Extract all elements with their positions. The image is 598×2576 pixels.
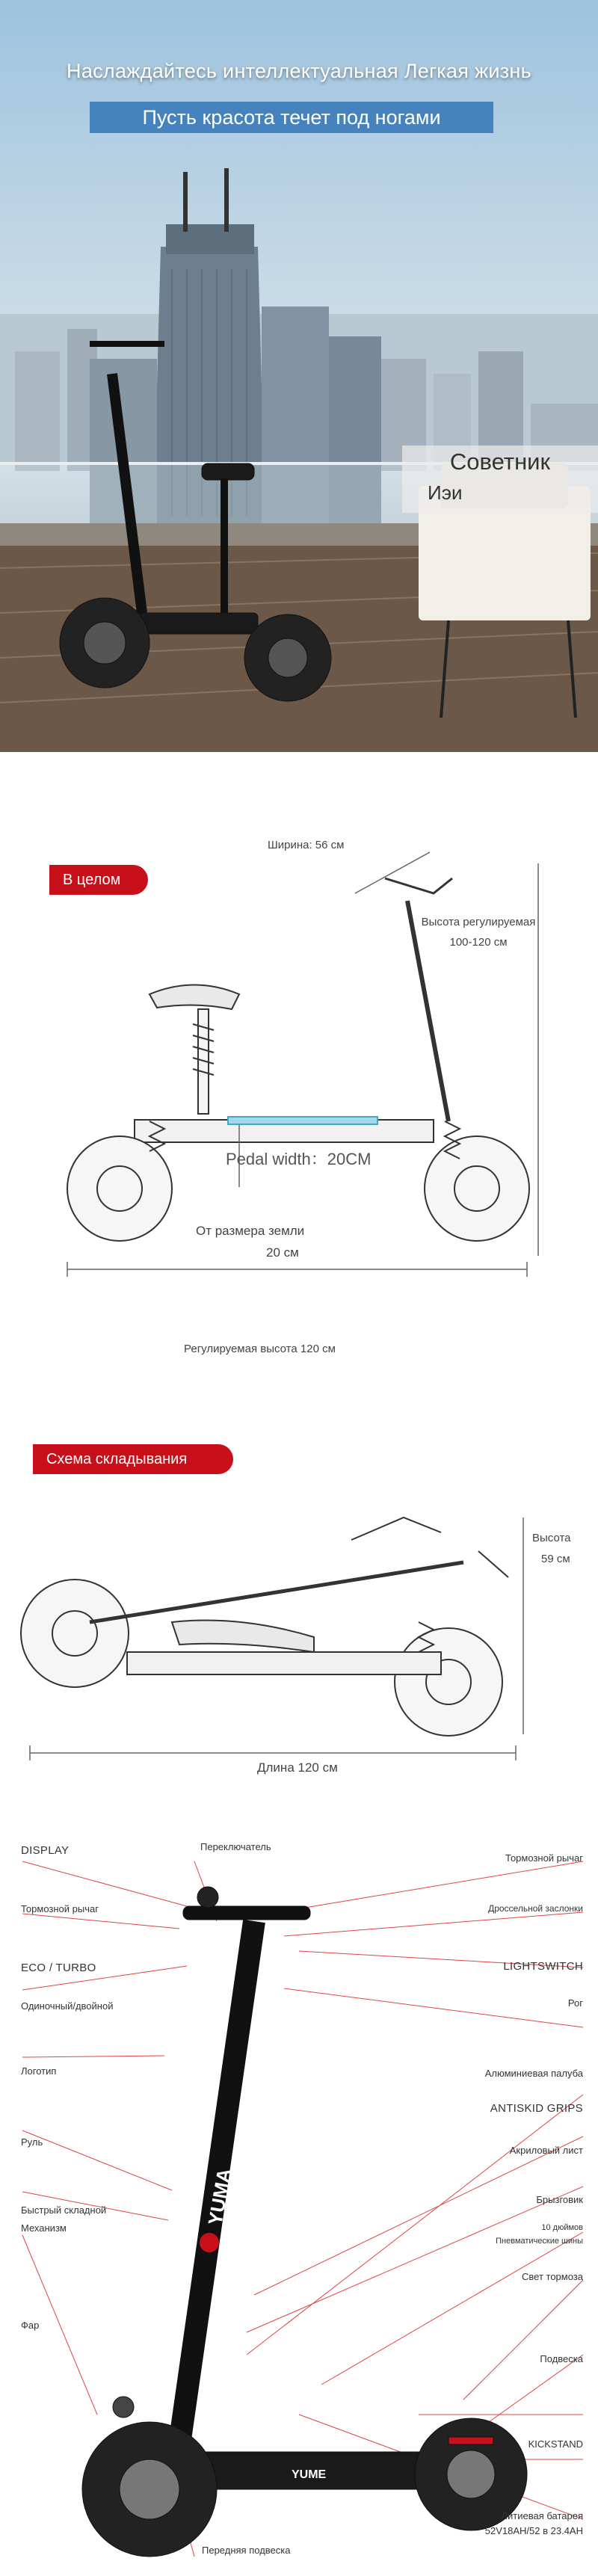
part-brake-lever-right: Тормозной рычаг	[505, 1852, 583, 1864]
part-headlight: Фар	[21, 2320, 40, 2331]
part-brake-lever-left: Тормозной рычаг	[21, 1903, 99, 1914]
part-kickstand: KICKSTAND	[528, 2438, 583, 2450]
hero-subtitle: Пусть красота течет под ногами	[90, 102, 493, 133]
part-battery: Литиевая батарея	[501, 2510, 583, 2521]
scooter-folded-diagram	[0, 1510, 598, 1794]
folding-tag: Схема складывания	[33, 1444, 233, 1474]
part-fender: Брызговик	[536, 2194, 583, 2205]
folded-height-label-2: 59 см	[541, 1553, 570, 1565]
part-logo: Логотип	[21, 2065, 57, 2077]
hero-title: Наслаждайтесь интеллектуальная Легкая жизнь	[67, 60, 531, 82]
part-quick-fold-1: Быстрый складной	[21, 2204, 107, 2216]
ground-label-2: 20 см	[266, 1245, 299, 1260]
yuma-logo-text: YUMA	[203, 2166, 236, 2228]
part-switch: Переключатель	[200, 1841, 271, 1852]
adjustable-height-label: Регулируемая высота 120 см	[184, 1343, 336, 1355]
yume-deck-text: YUME	[292, 2468, 327, 2481]
part-single-dual: Одиночный/двойной	[21, 2000, 114, 2012]
part-brake-light: Свет тормоза	[522, 2271, 583, 2282]
part-aluminum-deck: Алюминиевая палуба	[484, 2068, 583, 2079]
part-tire-size: 10 дюймов	[541, 2223, 583, 2232]
height-label-1: Высота регулируемая	[421, 916, 536, 928]
part-eco-turbo: ECO / TURBO	[21, 1962, 96, 1974]
part-front-suspension: Передняя подвеска	[202, 2545, 291, 2556]
folded-height-label-1: Высота	[532, 1532, 571, 1544]
part-antiskid-grips: ANTISKID GRIPS	[490, 2102, 583, 2115]
part-battery-spec: 52V18AH/52 в 23.4AH	[484, 2525, 583, 2536]
part-acrylic-sheet: Акриловый лист	[509, 2145, 583, 2156]
part-quick-fold-2: Механизм	[21, 2222, 67, 2234]
overall-tag: В целом	[49, 865, 148, 895]
advisor-name: Советник	[449, 449, 551, 475]
part-horn: Рог	[567, 1997, 583, 2009]
ground-label-1: От размера земли	[196, 1224, 305, 1238]
advisor-sub: Иэи	[428, 481, 463, 504]
height-label-2: 100-120 см	[449, 936, 508, 949]
pedal-width-label: Pedal width：20CM	[226, 1150, 372, 1168]
part-suspension: Подвеска	[540, 2353, 583, 2364]
hero-banner	[0, 0, 598, 752]
part-handlebar: Руль	[21, 2136, 43, 2148]
scooter-side-diagram	[0, 807, 598, 1375]
width-label: Ширина: 56 см	[268, 839, 345, 851]
advisor-card	[402, 446, 598, 513]
part-display: DISPLAY	[21, 1844, 70, 1857]
part-lightswitch: LIGHTSWITCH	[503, 1960, 583, 1973]
folded-length-label: Длина 120 см	[257, 1760, 338, 1775]
part-pneumatic-tires: Пневматические шины	[496, 2237, 583, 2246]
part-throttle: Дроссельной заслонки	[488, 1903, 583, 1914]
